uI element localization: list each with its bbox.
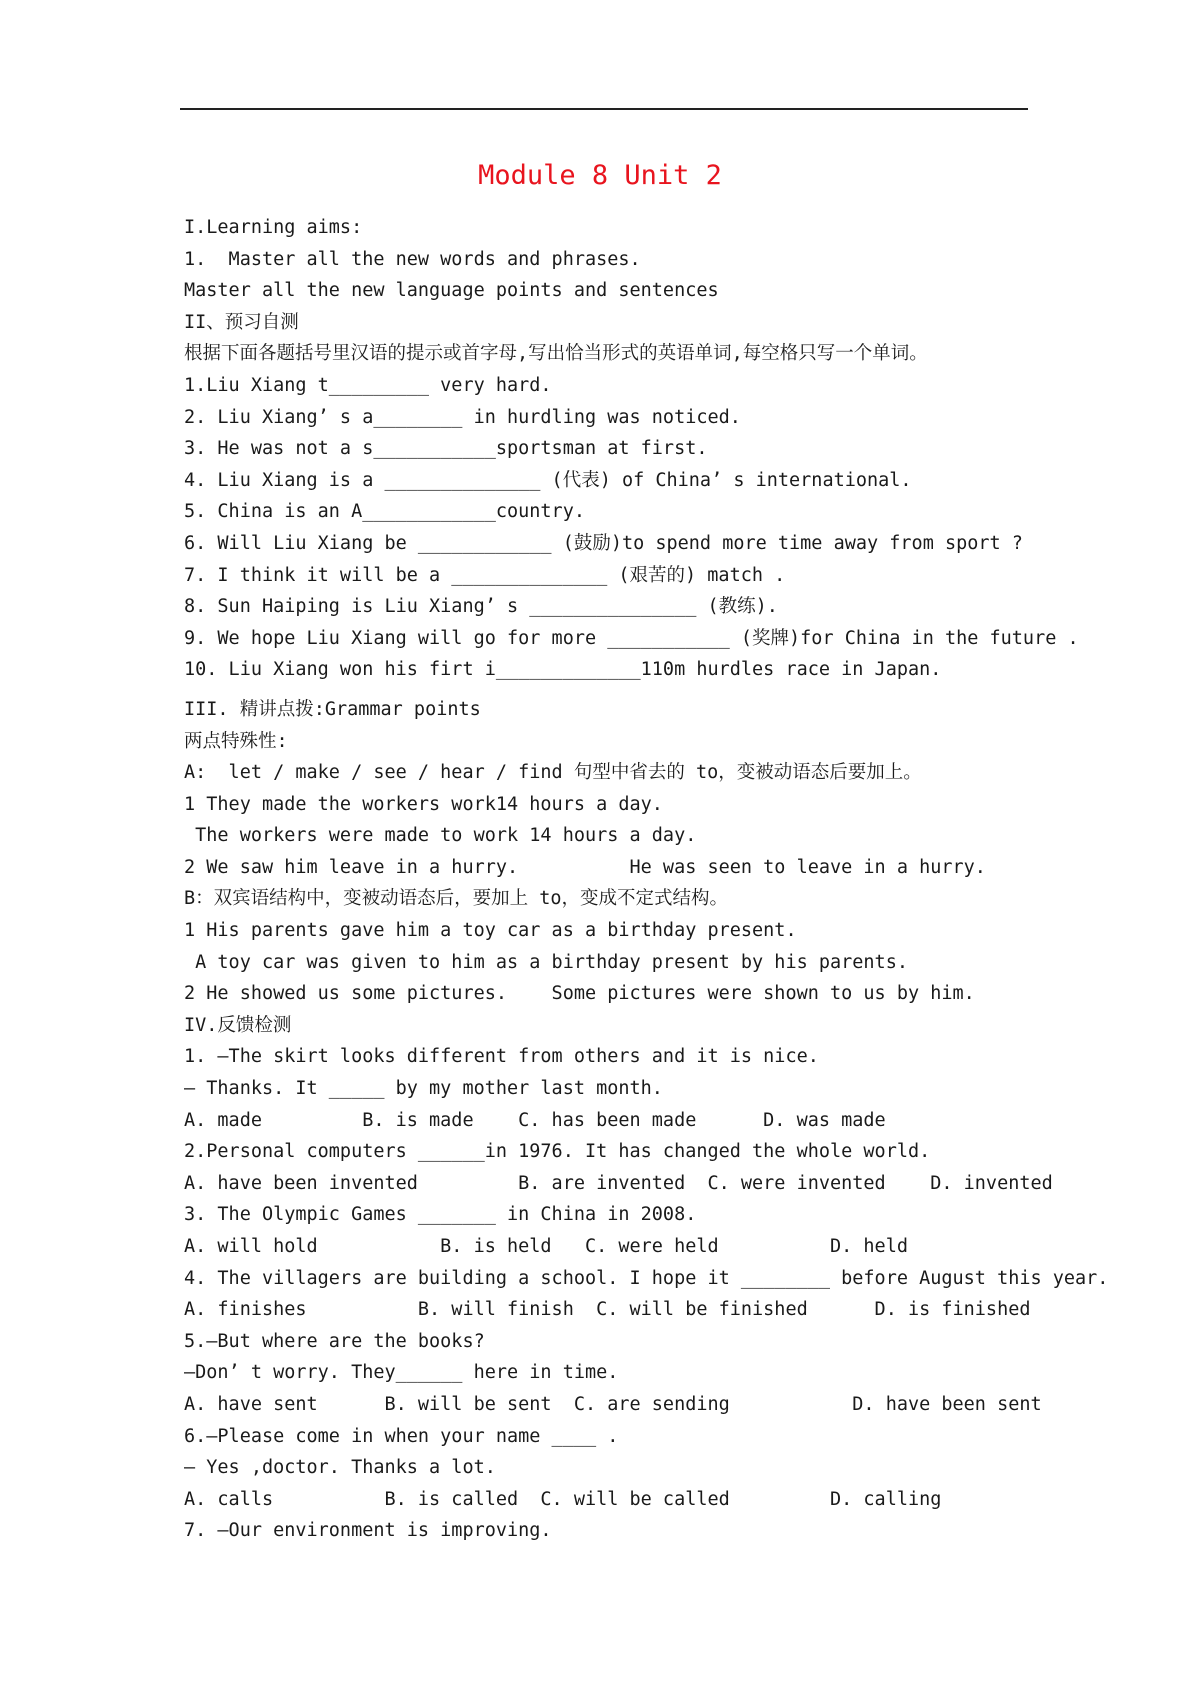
exercise-line: 1.Liu Xiang t_________ very hard. (184, 374, 552, 396)
exercise-line: 5. China is an A____________country. (184, 501, 585, 523)
grammar-example: 2 He showed us some pictures. Some pictures were shown to us by him. (184, 983, 975, 1005)
section-heading-preview: II、预习自测 (184, 311, 299, 333)
grammar-example: 2 We saw him leave in a hurry. He was seen to leave in a hurry. (184, 856, 986, 878)
question-stem: 6.—Please come in when your name ____ . (184, 1425, 619, 1447)
exercise-line: 7. I think it will be a ______________ (艰苦的) match . (184, 564, 786, 586)
exercise-line: 4. Liu Xiang is a ______________ (代表) of China’ s international. (184, 469, 912, 491)
aim-line: 1. Master all the new words and phrases. (184, 248, 641, 270)
page-title: Module 8 Unit 2 (478, 160, 722, 191)
grammar-subheading: 两点特殊性: (184, 730, 288, 752)
question-stem: 1. —The skirt looks different from others and it is nice. (184, 1046, 819, 1068)
answer-options: A. have sent B. will be sent C. are sending D. have been sent (184, 1393, 1042, 1415)
section-heading-grammar: III. 精讲点拨:Grammar points (184, 698, 481, 720)
question-stem: 2.Personal computers ______in 1976. It has changed the whole world. (184, 1141, 931, 1163)
answer-options: A. made B. is made C. has been made D. was made (184, 1109, 886, 1131)
document-body (184, 212, 1109, 1547)
instruction-text: 根据下面各题括号里汉语的提示或首字母,写出恰当形式的英语单词,每空格只写一个单词。 (184, 343, 928, 365)
exercise-line: 2. Liu Xiang’ s a________ in hurdling was noticed. (184, 406, 741, 428)
grammar-rule-a: A: let / make / see / hear / find 句型中省去的 to，变被动语态后要加上。 (184, 762, 922, 784)
question-stem: — Thanks. It _____ by my mother last month. (184, 1078, 663, 1100)
exercise-line: 9. We hope Liu Xiang will go for more ___________ (奖牌)for China in the future . (184, 627, 1079, 649)
question-stem: — Yes ,doctor. Thanks a lot. (184, 1457, 496, 1479)
answer-options: A. calls B. is called C. will be called D. calling (184, 1488, 942, 1510)
section-heading-feedback: IV.反馈检测 (184, 1014, 292, 1036)
exercise-line: 8. Sun Haiping is Liu Xiang’ s _______________ (教练). (184, 596, 778, 618)
exercise-line: 10. Liu Xiang won his firt i_____________110m hurdles race in Japan. (184, 659, 942, 681)
exercise-line: 3. He was not a s___________sportsman at first. (184, 438, 708, 460)
question-stem: —Don’ t worry. They______ here in time. (184, 1362, 619, 1384)
grammar-example: 1 They made the workers work14 hours a day. (184, 793, 663, 815)
question-stem: 7. —Our environment is improving. (184, 1520, 552, 1542)
question-stem: 3. The Olympic Games _______ in China in 2008. (184, 1204, 697, 1226)
exercise-line: 6. Will Liu Xiang be ____________ (鼓励)to spend more time away from sport ? (184, 532, 1023, 554)
question-stem: 5.—But where are the books? (184, 1330, 485, 1352)
grammar-example: A toy car was given to him as a birthday present by his parents. (184, 951, 908, 973)
header-rule (180, 108, 1028, 110)
answer-options: A. will hold B. is held C. were held D. held (184, 1236, 908, 1257)
answer-options: A. finishes B. will finish C. will be finished D. is finished (184, 1299, 1031, 1321)
question-stem: 4. The villagers are building a school. I hope it ________ before August this year. (184, 1267, 1109, 1289)
grammar-example: 1 His parents gave him a toy car as a birthday present. (184, 920, 797, 942)
section-heading-learning-aims: I.Learning aims: (184, 217, 363, 238)
grammar-rule-b: B：双宾语结构中，变被动语态后，要加上 to，变成不定式结构。 (184, 888, 729, 910)
grammar-example: The workers were made to work 14 hours a day. (184, 825, 697, 847)
answer-options: A. have been invented B. are invented C. were invented D. invented (184, 1172, 1053, 1194)
aim-line: Master all the new language points and sentences (184, 280, 719, 302)
